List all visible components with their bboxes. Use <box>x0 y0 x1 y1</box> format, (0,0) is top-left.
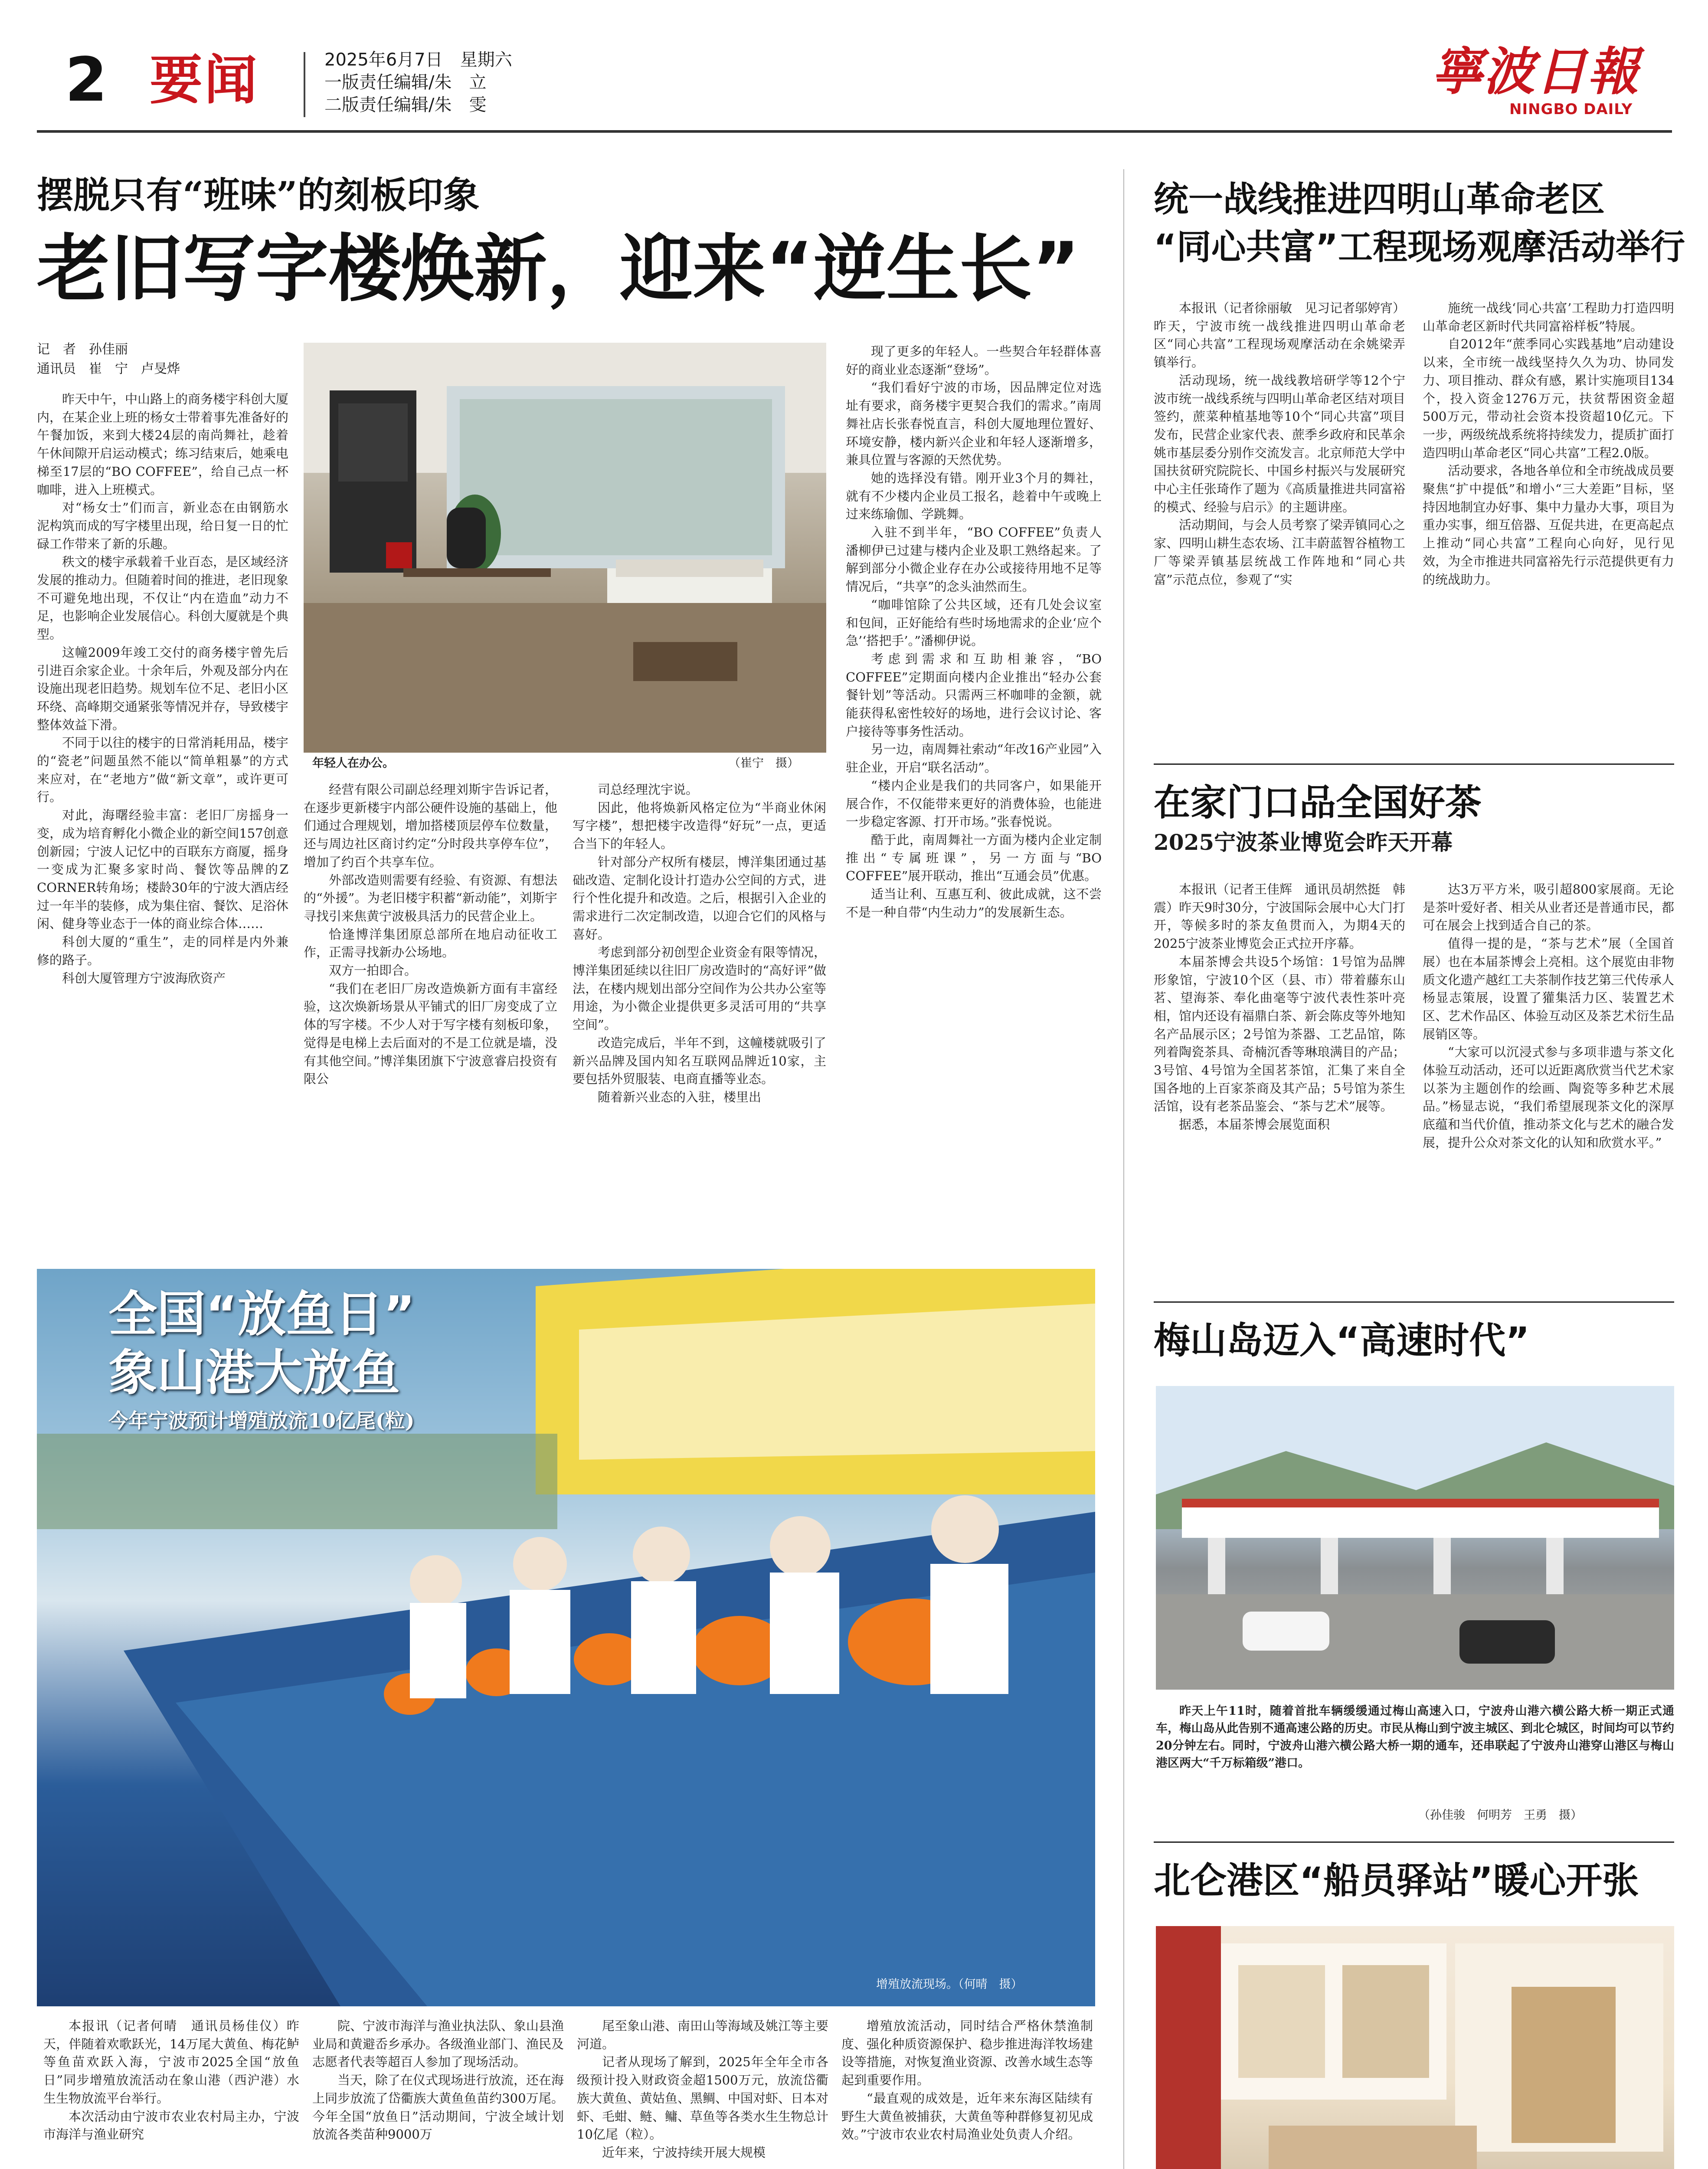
story1-byline-1: 记 者 孙佳丽 <box>37 342 128 357</box>
story1-headline: 老旧写字楼焕新，迎来“逆生长” <box>37 226 1080 311</box>
story4-photo-caption: 增殖放流现场。（何晴 摄） <box>876 1978 1023 1991</box>
masthead-editor-2: 二版责任编辑/朱 雯 <box>324 95 487 115</box>
story2-headline-1: 统一战线推进四明山革命老区 <box>1154 179 1605 220</box>
highway-illustration <box>1156 1386 1674 1690</box>
seafarer-station-photo <box>1156 1926 1674 2169</box>
station-illustration <box>1156 1926 1674 2169</box>
story1-byline-2: 通讯员 崔 宁 卢旻烨 <box>37 361 180 377</box>
story4-headline-2: 象山港大放鱼 <box>108 1345 400 1401</box>
masthead-rule <box>37 130 1672 133</box>
story3-subhead: 2025宁波茶业博览会昨天开幕 <box>1154 829 1453 855</box>
separator <box>1154 1301 1674 1303</box>
masthead-editor-1: 一版责任编辑/朱 立 <box>324 72 487 92</box>
story1-photo-credit: （崔宁 摄） <box>729 757 799 770</box>
story3-column-2: 达3万平方米，吸引超800家展商。无论是茶叶爱好者、相关从业者还是普通市民，都可在展会上找到适合自己的茶。 值得一提的是，“茶与艺术”展（全国首展）也在本届茶博会上亮相。这个展览由非物质文化遗产越红工夫茶制作技艺第三代传承人杨显志策展，设置了獾集活力区、装置艺术区、艺术作品区、体验互动区及茶艺术衍生品展销区等。 “大家可以沉浸式参与多项非遗与茶文化体验互动活动，还可以近距离欣赏当代艺术家以茶为主题创作的绘画、陶瓷等多种艺术展品。”杨显志说，“我们希望展现茶文化的深厚底蕴和当代价值，推动茶文化与艺术的融合发展，提升公众对茶文化的认知和欣赏水平。” <box>1423 882 1675 1150</box>
story4-column-3: 尾至象山港、南田山等海域及姚江等主要河道。 记者从现场了解到，2025年全年全市各级预计投入财政资金超1500万元，放流岱衢族大黄鱼、黄姑鱼、黑鲷、中国对虾、日本对虾、毛蚶、鲢、鳙、草鱼等各类水生生物总计10亿尾（粒）。 近年来，宁波持续开展大规模 <box>577 2018 829 2160</box>
story6-headline: 北仑港区“船员驿站”暖心开张 <box>1154 1859 1639 1902</box>
newspaper-logo-en: NINGBO DAILY <box>1509 101 1633 118</box>
story1-column-1: 昨天中午，中山路上的商务楼宇科创大厦内，在某企业上班的杨女士带着事先准备好的午餐加饭，来到大楼24层的南尚舞社，趁着午休间隙开启运动模式；练习结束后，她乘电梯至17层的“BO COFFEE”，给自己点一杯咖啡，进入上班模式。 对“杨女士”们而言，新业态在由钢筋水泥构筑而成的写字楼里出现，给日复一日的忙碌工作带来了新的乐趣。 秩文的楼宇承载着千业百态，是区域经济发展的推动力。但随着时间的推进，老旧现象不可避免地出现，不仅让“内在造血”动力不足，也影响企业发展信心。科创大厦就是个典型。 这幢2009年竣工交付的商务楼宇曾先后引进百余家企业。十余年后，外观及部分内在设施出现老旧趋势。规划车位不足、老旧小区环绕、高峰期交通紧张等情况并存，导致楼宇整体效益下滑。 不同于以往的楼宇的日常消耗用品，楼宇的“瓷老”问题虽然不能以“简单粗暴”的方式来应对，在“老地方”做“新文章”，或许更可行。 对此，海曙经验丰富：老旧厂房摇身一变，成为培育孵化小微企业的新空间157创意创新园；宁波人记忆中的百联东方商厦，摇身一变成为汇聚多家时尚、餐饮等品牌的Z CORNER转角场；楼龄30年的宁波大酒店经过一年半的装修，成为集住宿、餐饮、足浴休闲、健身等业态于一体的商业综合体…… 科创大厦的“重生”，走的同样是内外兼修的路子。 科创大厦管理方宁波海欣资产 <box>37 392 289 986</box>
story4-column-1: 本报讯（记者何晴 通讯员杨佳仪）昨天，伴随着欢歌跃光，14万尾大黄鱼、梅花鲈等鱼苗欢跃入海，宁波市2025全国“放鱼日”同步增殖放流活动在象山港（西沪港）水生生物放流平台举行。 本次活动由宁波市农业农村局主办，宁波市海洋与渔业研究 <box>43 2018 299 2142</box>
story2-column-2: 施统一战线‘同心共富’工程助力打造四明山革命老区新时代共同富裕样板”特展。 自2012年“蔗季同心实践基地”启动建设以来，全市统一战线坚持久久为功、协同发力、项目推动、群众有感，累计实施项目134个，投入资金1276万元，扶贫帮困资金超500万元，带动社会资本投资超10亿元。下一步，两级统战系统将持续发力，提质扩面打造四明山革命老区“同心共富”工程2.0版。 活动要求，各地各单位和全市统战成员要聚焦“扩中提低”和增小“三大差距”目标，坚持因地制宜办好事、集中力量办大事，项目为重办实事，细互倍器、互促共进，在更高起点上推动“同心共富”工程向心向好，见行见效，为全市推进共同富裕先行示范提供更有力的统战助力。 <box>1423 301 1675 587</box>
story5-credit: （孙佳骏 何明芳 王勇 摄） <box>1418 1809 1582 1822</box>
masthead-divider <box>304 52 305 117</box>
story1-column-4: 现了更多的年轻人。一些契合年轻群体喜好的商业业态逐渐“登场”。 “我们看好宁波的市场，因品牌定位对选址有要求，商务楼宇更契合我们的需求。”南周舞社店长张春悦直言，科创大厦地理位置好、环境安静，楼内新兴企业和年轻人逐渐增多，兼具位置与客源的天然优势。 她的选择没有错。刚开业3个月的舞社，就有不少楼内企业员工报名，趁着中午或晚上过来练瑜伽、学跳舞。 入驻不到半年，“BO COFFEE”负责人潘柳伊已过建与楼内企业及职工熟络起来。了解到部分小微企业存在办公或接待用地不足等情况后，“共享”的念头油然而生。 “咖啡馆除了公共区域，还有几处会议室和包间，正好能给有些时场地需求的企业‘应个急’‘搭把手’。”潘柳伊说。 考虑到需求和互助相兼容，“BO COFFEE”定期面向楼内企业推出“轻办公套餐针划”等活动。只需两三杯咖啡的金额，就能获得私密性较好的场地，进行会议讨论、客户接待等事务性活动。 另一边，南周舞社索动“年改16产业园”入驻企业，开启“联名活动”。 “楼内企业是我们的共同客户，如果能开展合作，不仅能带来更好的消费体验，也能进一步稳定客源、打开市场。”张春悦说。 酷于此，南周舞社一方面为楼内企业定制推出“专属班课”，另一方面与“BO COFFEE”展开联动，推出“互通会员”优惠。 适当让利、互惠互利、彼此成就，这不尝不是一种自带“内生动力”的发展新生态。 <box>846 344 1102 920</box>
story4-subhead: 今年宁波预计增殖放流10亿尾(粒) <box>108 1409 415 1432</box>
story3-headline: 在家门口品全国好茶 <box>1154 781 1482 824</box>
meishan-sign: 梅山 <box>1240 1513 1331 1530</box>
office-illustration <box>304 343 826 753</box>
story4-column-4: 增殖放流活动，同时结合严格休禁渔制度、强化种质资源保护、稳步推进海洋牧场建设等措施，对恢复渔业资源、改善水域生态等起到重要作用。 “最直观的成效是，近年来东海区陆续有野生大黄鱼被捕获，大黄鱼等种群修复初见成效。”宁波市农业农村局渔业处负责人介绍。 <box>841 2018 1093 2142</box>
story5-caption: 昨天上午11时，随着首批车辆缓缓通过梅山高速入口，宁波舟山港六横公路大桥一期正式通车，梅山岛从此告别不通高速公路的历史。市民从梅山到宁波主城区、到北仑城区，时间均可以节约20分钟左右。同时，宁波舟山港六横公路大桥一期的通车，还串联起了宁波舟山港穿山港区与梅山港区两大“千万标箱级”港口。 <box>1156 1704 1674 1770</box>
separator <box>1154 1841 1674 1843</box>
story4-headline: 全国“放鱼日” <box>108 1286 416 1343</box>
story1-photo-caption: 年轻人在办公。 <box>312 757 394 770</box>
office-photo <box>304 343 826 753</box>
story2-column-1: 本报讯（记者徐丽敏 见习记者邬婷宵）昨天，宁波市统一战线推进四明山革命老区“同心共富”工程现场观摩活动在余姚梁弄镇举行。 活动现场，统一战线教培研学等12个宁波市统一战线系统与四明山革命老区结对项目签约，蔗菜种植基地等10个“同心共富”项目发布，民营企业家代表、蔗季乡政府和民革余姚市基层委分别作交流发言。北京师范大学中国扶贫研究院院长、中国乡村振兴与发展研究中心主任张琦作了题为《高质量推进共同富裕的模式、经验与启示》的主题讲座。 活动期间，与会人员考察了梁弄镇同心之家、四明山耕生态农场、江丰蔚蓝智谷植物工厂等梁弄镇基层统战工作阵地和“同心共富”示范点位，参观了“实 <box>1154 301 1406 587</box>
story1-kicker: 摆脱只有“班味”的刻板印象 <box>37 174 480 216</box>
meishan-highway-photo <box>1156 1386 1674 1690</box>
masthead-date: 2025年6月7日 星期六 <box>324 50 512 70</box>
story5-headline: 梅山岛迈入“高速时代” <box>1154 1319 1530 1362</box>
story3-column-1: 本报讯（记者王佳辉 通讯员胡然挺 韩震）昨天9时30分，宁波国际会展中心大门打开，等候多时的茶友鱼贯而入，为期4天的2025宁波茶业博览会正式拉开序幕。 本届茶博会共设5个场馆：1号馆为品牌形象馆，宁波10个区（县、市）带着藤东山茗、望海茶、奉化曲毫等宁波代表性茶叶亮相，馆内还设有福鼎白茶、新会陈皮等外地知名产品展示区；2号馆为茶器、工艺品馆，陈列着陶瓷茶具、奇楠沉香等琳琅满目的产品；3号馆、4号馆为全国茗茶馆，汇集了来自全国各地的上百家茶商及其产品；5号馆为茶生活馆，设有老茶品鉴会、“茶与艺术”展等。 据悉，本届茶博会展览面积 <box>1154 882 1406 1132</box>
story1-column-2: 经营有限公司副总经理刘斯宇告诉记者，在逐步更新楼宇内部公硬件设施的基础上，他们通过合理规划，增加搭楼顶层停车位数量，还与周边社区商讨约定“分时段共享停车位”，增加了约百个共享车位。 外部改造则需要有经验、有资源、有想法的“外援”。为老旧楼宇积蓄“新动能”，刘斯宇寻找引来焦黄宁波极具活力的民营企业上。 恰逢博洋集团原总部所在地启动征收工作，正需寻找新办公场地。 双方一拍即合。 “我们在老旧厂房改造焕新方面有丰富经验，这次焕新场景从平铺式的旧厂房变成了立体的写字楼。不少人对于写字楼有刻板印象，觉得是电梯上去后面对的不是工位就是墙，没有其他空间。”博洋集团旗下宁波意睿启投资有限公 <box>304 782 557 1087</box>
story2-headline-2: “同心共富”工程现场观摩活动举行 <box>1154 227 1685 267</box>
story4-column-2: 院、宁波市海洋与渔业执法队、象山县渔业局和黄避岙乡承办。各级渔业部门、渔民及志愿者代表等超百人参加了现场活动。 当天，除了在仪式现场进行放流，还在海上同步放流了岱衢族大黄鱼鱼苗约300万尾。今年全国“放鱼日”活动期间，宁波全域计划放流各类苗种9000万 <box>312 2018 564 2142</box>
separator <box>1154 763 1674 765</box>
page-number: 2 <box>65 45 108 115</box>
newspaper-logo: 寧波日報 <box>1431 41 1640 102</box>
column-divider <box>1123 169 1124 2169</box>
story1-column-3: 司总经理沈宇说。 因此，他将焕新风格定位为“半商业休闲写字楼”，想把楼宇改造得“好玩”一点，更适合当下的年轻人。 针对部分产权所有楼层，博洋集团通过基础改造、定制化设计打造办公空间的方式，进行个性化提升和改造。之后，根据引入企业的需求进行二次定制改造，以迎合它们的风格与喜好。 考虑到部分初创型企业资金有限等情况，博洋集团延续以往旧厂房改造时的“高好评”做法，在楼内规划出部分空间作为公共办公室等用途，为小微企业提供更多灵活可用的“共享空间”。 改造完成后，半年不到，这幢楼就吸引了新兴品牌及国内知名互联网品牌近10家，主要包括外贸服装、电商直播等业态。 随着新兴业态的入驻，楼里出 <box>573 782 826 1104</box>
section-title: 要闻 <box>150 49 259 111</box>
